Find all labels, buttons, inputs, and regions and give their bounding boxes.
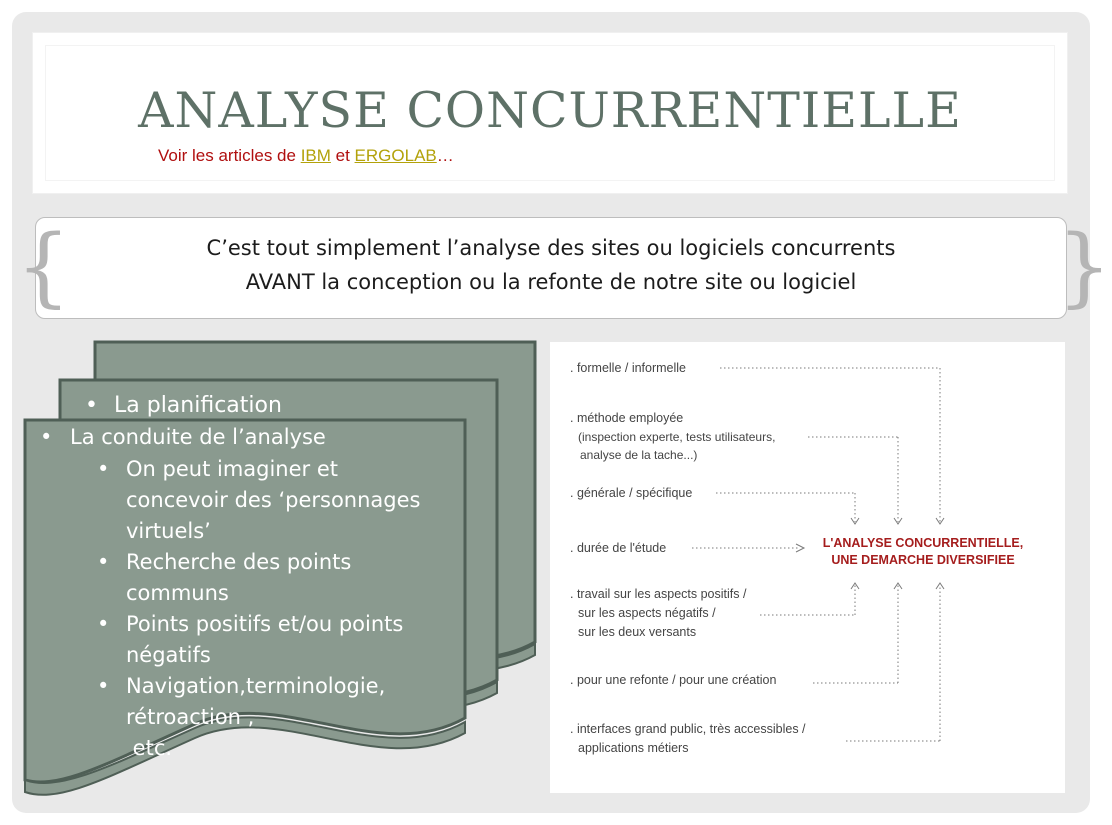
sub-item-line: virtuels’ (126, 519, 211, 543)
conduite-item: La conduite de l’analyse (70, 425, 326, 449)
sub-item-line: etc. (126, 736, 173, 760)
diagram-center-label (818, 535, 1028, 569)
sub-item-line: Navigation,terminologie, (126, 674, 386, 698)
planification-item: La planification (114, 393, 282, 418)
sub-item-line: négatifs (126, 643, 211, 667)
bullet-dot: • (97, 612, 110, 636)
diagram-center-line-1: L'ANALYSE CONCURRENTIELLE, (822, 536, 1024, 550)
diagram-item: . interfaces grand public, très accessibles / (570, 722, 806, 736)
sub-item-line: communs (126, 581, 229, 605)
subtitle-mid: et (330, 146, 355, 165)
bullet-dot: • (40, 425, 53, 449)
bullet-dot: • (97, 550, 110, 574)
subtitle-prefix: Voir les articles de (158, 146, 301, 165)
diagram-item: . durée de l'étude (570, 541, 667, 555)
slide-title: ANALYSE CONCURRENTIELLE (138, 82, 962, 139)
diagram-panel (550, 342, 1065, 793)
diagram-item-detail: applications métiers (578, 741, 689, 755)
right-brace: } (1057, 217, 1112, 317)
diagram-item: . formelle / informelle (570, 361, 687, 375)
definition-line-2: AVANT la conception ou la refonte de notre site ou logiciel (245, 270, 857, 294)
subtitle-suffix: … (436, 146, 454, 165)
sub-item-line: Points positifs et/ou points (126, 612, 404, 636)
diagram-item-detail: sur les deux versants (578, 625, 697, 639)
ibm-link[interactable]: IBM (300, 146, 331, 165)
diagram-item: . méthode employée (570, 411, 684, 425)
bullet-dot: • (97, 674, 110, 698)
bullet-dot: • (97, 457, 110, 481)
definition-line-1: C’est tout simplement l’analyse des sites ou logiciels concurrents (206, 236, 896, 260)
sub-item-line: Recherche des points (126, 550, 352, 574)
diagram-item: . pour une refonte / pour une création (570, 673, 777, 687)
diagram-item: . travail sur les aspects positifs / (570, 587, 747, 601)
diagram-item-detail: analyse de la tache...) (580, 448, 698, 462)
diagram-item-detail: sur les aspects négatifs / (578, 606, 716, 620)
ergolab-link[interactable]: ERGOLAB (354, 146, 437, 165)
diagram-item-detail: (inspection experte, tests utilisateurs, (578, 430, 776, 444)
left-brace: { (16, 217, 71, 317)
diagram-item: . générale / spécifique (570, 486, 693, 500)
bullet-dot: • (85, 393, 98, 418)
diagram-center-line-2: UNE DEMARCHE DIVERSIFIEE (831, 553, 1015, 567)
sub-item-line: On peut imaginer et (126, 457, 338, 481)
sub-item-line: rétroaction , (126, 705, 255, 729)
sub-item-line: concevoir des ‘personnages (126, 488, 421, 512)
